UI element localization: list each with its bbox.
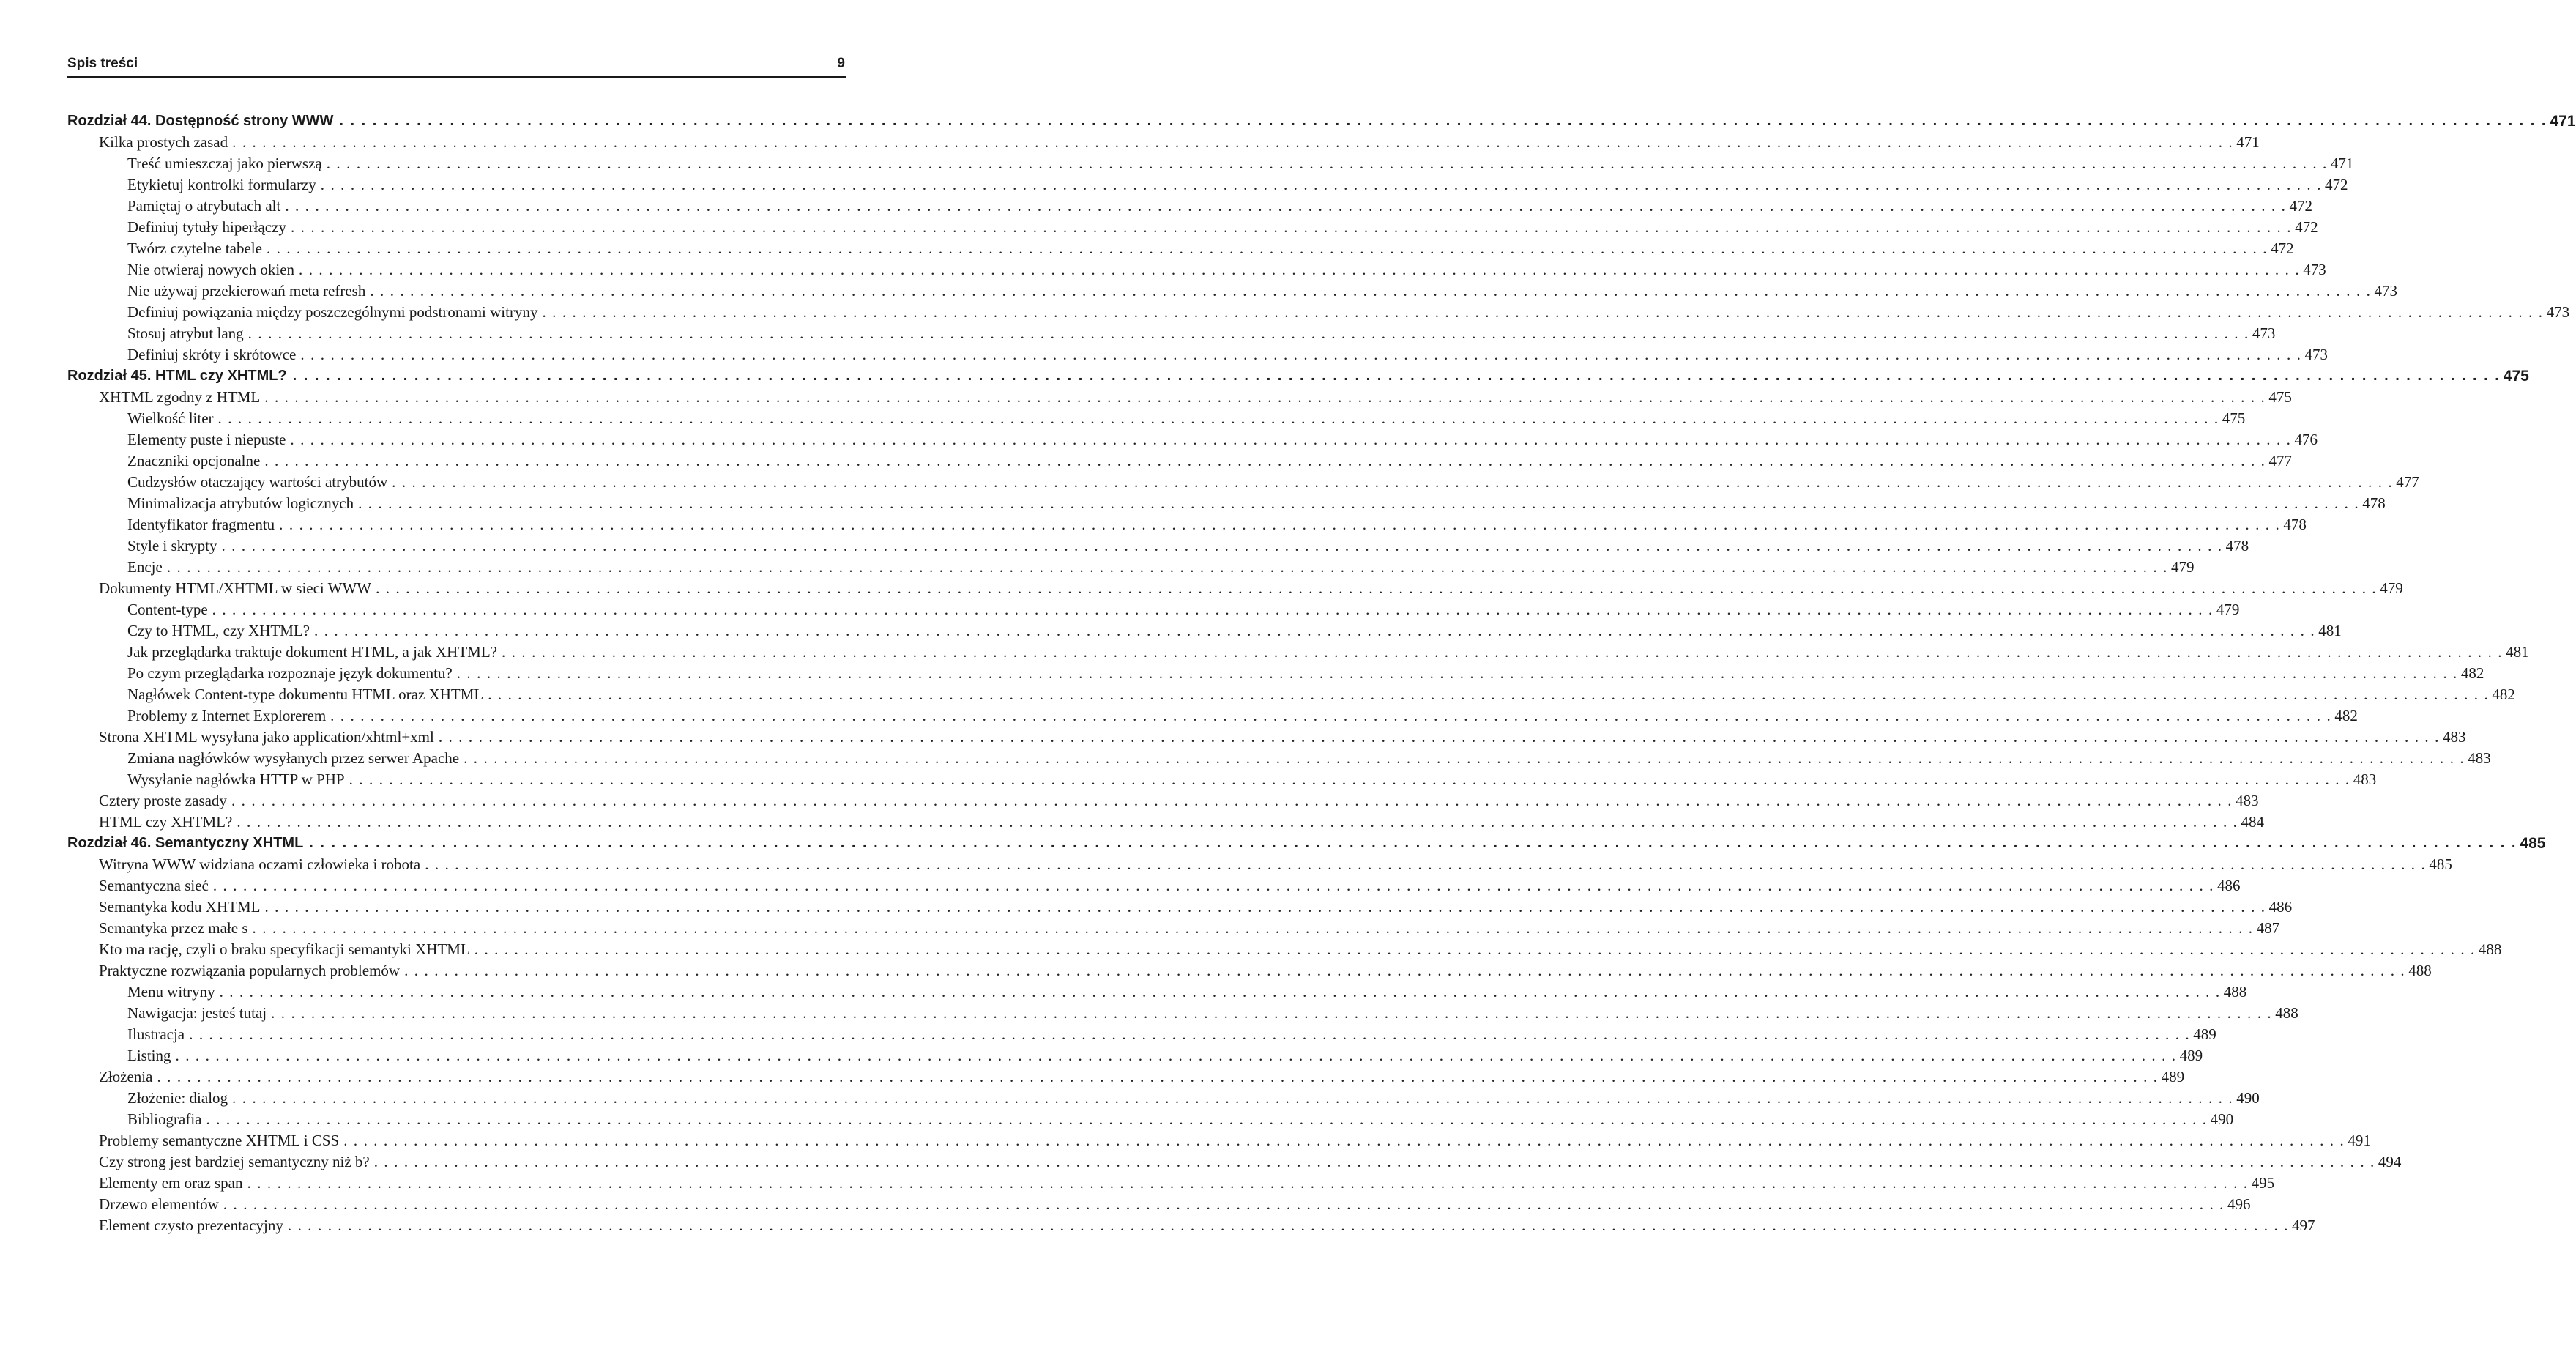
toc-entry-title: Semantyczna sieć [99, 877, 209, 894]
toc-entry-page: 484 [2241, 813, 2264, 831]
toc-entry [67, 620, 2342, 642]
toc-entry [67, 153, 2354, 174]
dot-leader: . . . . . . . . . . . . . . . . . . . . . . . . . . . . . . . . . . . . . . . . . . . . . . . . . . . . . . . . . . . . . . . . . . . . . . . . . . . . . . . . . . . . . . . . . . . . . . . . . . . . . . . . . . . . . . . . . . . . . . . . . . . . . . . . . . . . . . . . . . . . . . . . . . . . . . . . . . . . . . . . . . . . . . . . . . . . . . . . . . . . . . . . . . . . . . . . . . . . . . . . [370, 282, 2372, 300]
toc-entry-page: 485 [2520, 835, 2546, 852]
toc-entry [67, 196, 2312, 217]
toc-entry-page: 471 [2236, 133, 2260, 151]
toc-entry [67, 217, 2318, 238]
toc-entry-title: HTML czy XHTML? [99, 813, 233, 831]
toc-entry-page: 478 [2283, 516, 2307, 533]
toc-entry [67, 1024, 2216, 1045]
toc-entry-title: Problemy semantyczne XHTML i CSS [99, 1132, 340, 1149]
toc-entry [67, 960, 2432, 981]
toc-entry-page: 478 [2225, 537, 2249, 554]
dot-leader: . . . . . . . . . . . . . . . . . . . . . . . . . . . . . . . . . . . . . . . . . . . . . . . . . . . . . . . . . . . . . . . . . . . . . . . . . . . . . . . . . . . . . . . . . . . . . . . . . . . . . . . . . . . . . . . . . . . . . . . . . . . . . . . . . . . . . . . . . . . . . . . . . . . . . . . . . . . . . . . . . . . . . . . . . . . . . . . . . . . . . . . . . . . . . . . . . . . . . . . . [292, 368, 2501, 384]
dot-leader: . . . . . . . . . . . . . . . . . . . . . . . . . . . . . . . . . . . . . . . . . . . . . . . . . . . . . . . . . . . . . . . . . . . . . . . . . . . . . . . . . . . . . . . . . . . . . . . . . . . . . . . . . . . . . . . . . . . . . . . . . . . . . . . . . . . . . . . . . . . . . . . . . . . . . . . . . . . . . . . . . . . . . . . . . . . . . . . . . . . . . . . . . . . . . . . . . . . . . . . . [247, 1174, 2249, 1192]
toc-entry-title: Elementy puste i niepuste [127, 431, 286, 448]
dot-leader: . . . . . . . . . . . . . . . . . . . . . . . . . . . . . . . . . . . . . . . . . . . . . . . . . . . . . . . . . . . . . . . . . . . . . . . . . . . . . . . . . . . . . . . . . . . . . . . . . . . . . . . . . . . . . . . . . . . . . . . . . . . . . . . . . . . . . . . . . . . . . . . . . . . . . . . . . . . . . . . . . . . . . . . . . . . . . . . . . . . . . . . . . . . . . . . . . . . . . . . . [438, 728, 2440, 746]
toc-entry-page: 477 [2396, 473, 2419, 491]
toc-entry [67, 408, 2246, 429]
toc-entry [67, 259, 2326, 281]
toc-entry-title: Content-type [127, 601, 208, 618]
toc-entry-page: 479 [2170, 558, 2195, 576]
toc-entry-title: Złożenie: dialog [127, 1089, 228, 1107]
toc-entry-title: Etykietuj kontrolki formularzy [127, 176, 316, 193]
toc-entry [67, 514, 2307, 535]
toc-entry-title: Definiuj powiązania między poszczególnymi podstronami witryny [127, 303, 538, 321]
dot-leader: . . . . . . . . . . . . . . . . . . . . . . . . . . . . . . . . . . . . . . . . . . . . . . . . . . . . . . . . . . . . . . . . . . . . . . . . . . . . . . . . . . . . . . . . . . . . . . . . . . . . . . . . . . . . . . . . . . . . . . . . . . . . . . . . . . . . . . . . . . . . . . . . . . . . . . . . . . . . . . . . . . . . . . . . . . . . . . . . . . . . . . . . . . . . . . . . . . . . . . . . [373, 1153, 2375, 1170]
header-page-number: 9 [837, 56, 845, 71]
toc-entry-title: Definiuj tytuły hiperłączy [127, 218, 286, 236]
dot-leader: . . . . . . . . . . . . . . . . . . . . . . . . . . . . . . . . . . . . . . . . . . . . . . . . . . . . . . . . . . . . . . . . . . . . . . . . . . . . . . . . . . . . . . . . . . . . . . . . . . . . . . . . . . . . . . . . . . . . . . . . . . . . . . . . . . . . . . . . . . . . . . . . . . . . . . . . . . . . . . . . . . . . . . . . . . . . . . . . . . . . . . . . . . . . . . . . . . . . . . . . [264, 452, 2266, 469]
toc-entry [67, 1066, 2185, 1088]
toc-entry-title: Menu witryny [127, 983, 215, 1001]
header-title: Spis treści [67, 56, 138, 71]
dot-leader: . . . . . . . . . . . . . . . . . . . . . . . . . . . . . . . . . . . . . . . . . . . . . . . . . . . . . . . . . . . . . . . . . . . . . . . . . . . . . . . . . . . . . . . . . . . . . . . . . . . . . . . . . . . . . . . . . . . . . . . . . . . . . . . . . . . . . . . . . . . . . . . . . . . . . . . . . . . . . . . . . . . . . . . . . . . . . . . . . . . . . . . . . . . . . . . . . . . . . . . . [425, 855, 2427, 873]
toc-entry-page: 472 [2295, 218, 2318, 236]
toc-entry-page: 475 [2503, 368, 2529, 385]
toc-entry [67, 302, 2570, 323]
toc-entry-page: 477 [2268, 452, 2292, 469]
dot-leader: . . . . . . . . . . . . . . . . . . . . . . . . . . . . . . . . . . . . . . . . . . . . . . . . . . . . . . . . . . . . . . . . . . . . . . . . . . . . . . . . . . . . . . . . . . . . . . . . . . . . . . . . . . . . . . . . . . . . . . . . . . . . . . . . . . . . . . . . . . . . . . . . . . . . . . . . . . . . . . . . . . . . . . . . . . . . . . . . . . . . . . . . . . . . . . . . . . . . . . . . [175, 1047, 2177, 1064]
toc-entry-page: 488 [2478, 940, 2502, 958]
dot-leader: . . . . . . . . . . . . . . . . . . . . . . . . . . . . . . . . . . . . . . . . . . . . . . . . . . . . . . . . . . . . . . . . . . . . . . . . . . . . . . . . . . . . . . . . . . . . . . . . . . . . . . . . . . . . . . . . . . . . . . . . . . . . . . . . . . . . . . . . . . . . . . . . . . . . . . . . . . . . . . . . . . . . . . . . . . . . . . . . . . . . . . . . . . . . . . . . . . . . . . . . [349, 771, 2350, 788]
dot-leader: . . . . . . . . . . . . . . . . . . . . . . . . . . . . . . . . . . . . . . . . . . . . . . . . . . . . . . . . . . . . . . . . . . . . . . . . . . . . . . . . . . . . . . . . . . . . . . . . . . . . . . . . . . . . . . . . . . . . . . . . . . . . . . . . . . . . . . . . . . . . . . . . . . . . . . . . . . . . . . . . . . . . . . . . . . . . . . . . . . . . . . . . . . . . . . . . . . . . . . . . [232, 133, 2234, 151]
dot-leader: . . . . . . . . . . . . . . . . . . . . . . . . . . . . . . . . . . . . . . . . . . . . . . . . . . . . . . . . . . . . . . . . . . . . . . . . . . . . . . . . . . . . . . . . . . . . . . . . . . . . . . . . . . . . . . . . . . . . . . . . . . . . . . . . . . . . . . . . . . . . . . . . . . . . . . . . . . . . . . . . . . . . . . . . . . . . . . . . . . . . . . . . . . . . . . . . . . . . . . . . [219, 983, 2221, 1001]
toc-entry-page: 483 [2468, 749, 2491, 767]
toc-entry-page: 479 [2380, 579, 2403, 597]
toc-entry-page: 489 [2179, 1047, 2203, 1064]
dot-leader: . . . . . . . . . . . . . . . . . . . . . . . . . . . . . . . . . . . . . . . . . . . . . . . . . . . . . . . . . . . . . . . . . . . . . . . . . . . . . . . . . . . . . . . . . . . . . . . . . . . . . . . . . . . . . . . . . . . . . . . . . . . . . . . . . . . . . . . . . . . . . . . . . . . . . . . . . . . . . . . . . . . . . . . . . . . . . . . . . . . . . . . . . . . . . . . . . . . . . . . . [266, 240, 2268, 257]
dot-leader: . . . . . . . . . . . . . . . . . . . . . . . . . . . . . . . . . . . . . . . . . . . . . . . . . . . . . . . . . . . . . . . . . . . . . . . . . . . . . . . . . . . . . . . . . . . . . . . . . . . . . . . . . . . . . . . . . . . . . . . . . . . . . . . . . . . . . . . . . . . . . . . . . . . . . . . . . . . . . . . . . . . . . . . . . . . . . . . . . . . . . . . . . . . . . . . . . . . . . . . . [404, 962, 2406, 979]
dot-leader: . . . . . . . . . . . . . . . . . . . . . . . . . . . . . . . . . . . . . . . . . . . . . . . . . . . . . . . . . . . . . . . . . . . . . . . . . . . . . . . . . . . . . . . . . . . . . . . . . . . . . . . . . . . . . . . . . . . . . . . . . . . . . . . . . . . . . . . . . . . . . . . . . . . . . . . . . . . . . . . . . . . . . . . . . . . . . . . . . . . . . . . . . . . . . . . . . . . . . . . . [464, 749, 2465, 767]
dot-leader: . . . . . . . . . . . . . . . . . . . . . . . . . . . . . . . . . . . . . . . . . . . . . . . . . . . . . . . . . . . . . . . . . . . . . . . . . . . . . . . . . . . . . . . . . . . . . . . . . . . . . . . . . . . . . . . . . . . . . . . . . . . . . . . . . . . . . . . . . . . . . . . . . . . . . . . . . . . . . . . . . . . . . . . . . . . . . . . . . . . . . . . . . . . . . . . . . . . . . . . . [221, 537, 2223, 554]
toc-entry [67, 472, 2419, 493]
dot-leader: . . . . . . . . . . . . . . . . . . . . . . . . . . . . . . . . . . . . . . . . . . . . . . . . . . . . . . . . . . . . . . . . . . . . . . . . . . . . . . . . . . . . . . . . . . . . . . . . . . . . . . . . . . . . . . . . . . . . . . . . . . . . . . . . . . . . . . . . . . . . . . . . . . . . . . . . . . . . . . . . . . . . . . . . . . . . . . . . . . . . . . . . . . . . . . . . . . . . . . . . [212, 877, 2215, 894]
toc-entry-title: Zmiana nagłówków wysyłanych przez serwer Apache [127, 749, 460, 767]
toc-entry-page: 482 [2334, 707, 2358, 724]
toc-entry-title: Nie używaj przekierowań meta refresh [127, 282, 366, 300]
dot-leader: . . . . . . . . . . . . . . . . . . . . . . . . . . . . . . . . . . . . . . . . . . . . . . . . . . . . . . . . . . . . . . . . . . . . . . . . . . . . . . . . . . . . . . . . . . . . . . . . . . . . . . . . . . . . . . . . . . . . . . . . . . . . . . . . . . . . . . . . . . . . . . . . . . . . . . . . . . . . . . . . . . . . . . . . . . . . . . . . . . . . . . . . . . . . . . . . . . . . . . . . [287, 1217, 2290, 1234]
toc-entry-title: Strona XHTML wysyłana jako application/xhtml+xml [99, 728, 434, 746]
toc-entry-page: 475 [2268, 388, 2292, 406]
toc-entry-title: XHTML zgodny z HTML [99, 388, 261, 406]
dot-leader: . . . . . . . . . . . . . . . . . . . . . . . . . . . . . . . . . . . . . . . . . . . . . . . . . . . . . . . . . . . . . . . . . . . . . . . . . . . . . . . . . . . . . . . . . . . . . . . . . . . . . . . . . . . . . . . . . . . . . . . . . . . . . . . . . . . . . . . . . . . . . . . . . . . . . . . . . . . . . . . . . . . . . . . . . . . . . . . . . . . . . . . . . . . . . . . . . . . . . . . . [392, 473, 2394, 491]
toc-entry-title: Element czysto prezentacyjny [99, 1217, 283, 1234]
toc-entry [67, 684, 2515, 705]
toc-entry [67, 1088, 2260, 1109]
toc-entry-page: 488 [2275, 1004, 2298, 1022]
toc-entry [67, 132, 2260, 153]
toc-entry-title: Stosuj atrybut lang [127, 324, 244, 342]
toc-entry-title: Semantyka kodu XHTML [99, 898, 261, 916]
toc-entry [67, 769, 2377, 790]
table-of-contents [67, 111, 2576, 1236]
toc-entry-title: Nagłówek Content-type dokumentu HTML oraz XHTML [127, 686, 484, 703]
toc-entry [67, 344, 2329, 365]
toc-entry [67, 323, 2276, 344]
toc-entry-title: Twórz czytelne tabele [127, 240, 262, 257]
dot-leader: . . . . . . . . . . . . . . . . . . . . . . . . . . . . . . . . . . . . . . . . . . . . . . . . . . . . . . . . . . . . . . . . . . . . . . . . . . . . . . . . . . . . . . . . . . . . . . . . . . . . . . . . . . . . . . . . . . . . . . . . . . . . . . . . . . . . . . . . . . . . . . . . . . . . . . . . . . . . . . . . . . . . . . . . . . . . . . . . . . . . . . . . . . . . . . . . . . . . . . . . [343, 1132, 2345, 1149]
toc-entry [67, 705, 2358, 727]
dot-leader: . . . . . . . . . . . . . . . . . . . . . . . . . . . . . . . . . . . . . . . . . . . . . . . . . . . . . . . . . . . . . . . . . . . . . . . . . . . . . . . . . . . . . . . . . . . . . . . . . . . . . . . . . . . . . . . . . . . . . . . . . . . . . . . . . . . . . . . . . . . . . . . . . . . . . . . . . . . . . . . . . . . . . . . . . . . . . . . . . . . . . . . . . . . . . . . . . . . . . . . . [279, 516, 2281, 533]
toc-entry [67, 1194, 2251, 1215]
toc-entry [67, 790, 2259, 812]
toc-entry-title: Definiuj skróty i skrótowce [127, 346, 297, 363]
toc-entry-title: Złożenia [99, 1068, 153, 1085]
toc-entry-title: Praktyczne rozwiązania popularnych problemów [99, 962, 401, 979]
dot-leader: . . . . . . . . . . . . . . . . . . . . . . . . . . . . . . . . . . . . . . . . . . . . . . . . . . . . . . . . . . . . . . . . . . . . . . . . . . . . . . . . . . . . . . . . . . . . . . . . . . . . . . . . . . . . . . . . . . . . . . . . . . . . . . . . . . . . . . . . . . . . . . . . . . . . . . . . . . . . . . . . . . . . . . . . . . . . . . . . . . . . . . . . . . . . . . . . . . . . . . . . [300, 346, 2302, 363]
toc-entry [67, 387, 2292, 408]
toc-entry-page: 496 [2227, 1195, 2251, 1213]
toc-entry-page: 494 [2378, 1153, 2402, 1170]
toc-entry-page: 488 [2223, 983, 2247, 1001]
toc-entry-title: Identyfikator fragmentu [127, 516, 275, 533]
dot-leader: . . . . . . . . . . . . . . . . . . . . . . . . . . . . . . . . . . . . . . . . . . . . . . . . . . . . . . . . . . . . . . . . . . . . . . . . . . . . . . . . . . . . . . . . . . . . . . . . . . . . . . . . . . . . . . . . . . . . . . . . . . . . . . . . . . . . . . . . . . . . . . . . . . . . . . . . . . . . . . . . . . . . . . . . . . . . . . . . . . . . . . . . . . . . . . . . . . . . . . . . [212, 601, 2214, 618]
toc-entry-title: Czy strong jest bardziej semantyczny niż b? [99, 1153, 370, 1170]
dot-leader: . . . . . . . . . . . . . . . . . . . . . . . . . . . . . . . . . . . . . . . . . . . . . . . . . . . . . . . . . . . . . . . . . . . . . . . . . . . . . . . . . . . . . . . . . . . . . . . . . . . . . . . . . . . . . . . . . . . . . . . . . . . . . . . . . . . . . . . . . . . . . . . . . . . . . . . . . . . . . . . . . . . . . . . . . . . . . . . . . . . . . . . . . . . . . . . . . . . . . . . . [232, 1089, 2234, 1107]
toc-entry-title: Semantyka przez małe s [99, 919, 248, 937]
toc-entry-page: 482 [2460, 664, 2484, 682]
dot-leader: . . . . . . . . . . . . . . . . . . . . . . . . . . . . . . . . . . . . . . . . . . . . . . . . . . . . . . . . . . . . . . . . . . . . . . . . . . . . . . . . . . . . . . . . . . . . . . . . . . . . . . . . . . . . . . . . . . . . . . . . . . . . . . . . . . . . . . . . . . . . . . . . . . . . . . . . . . . . . . . . . . . . . . . . . . . . . . . . . . . . . . . . . . . . . . . . . . . . . . . . [502, 643, 2504, 661]
toc-entry-page: 479 [2216, 601, 2240, 618]
toc-entry [67, 1003, 2298, 1024]
toc-entry-title: Listing [127, 1047, 171, 1064]
toc-entry-title: Minimalizacja atrybutów logicznych [127, 494, 354, 512]
toc-entry-page: 473 [2252, 324, 2276, 342]
toc-entry [67, 875, 2241, 896]
toc-chapter-entry [67, 365, 2529, 387]
toc-entry [67, 599, 2240, 620]
toc-entry [67, 939, 2502, 960]
toc-entry [67, 663, 2484, 684]
toc-entry-page: 471 [2550, 113, 2576, 130]
toc-entry [67, 450, 2292, 472]
toc-entry-title: Kilka prostych zasad [99, 133, 228, 151]
dot-leader: . . . . . . . . . . . . . . . . . . . . . . . . . . . . . . . . . . . . . . . . . . . . . . . . . . . . . . . . . . . . . . . . . . . . . . . . . . . . . . . . . . . . . . . . . . . . . . . . . . . . . . . . . . . . . . . . . . . . . . . . . . . . . . . . . . . . . . . . . . . . . . . . . . . . . . . . . . . . . . . . . . . . . . . . . . . . . . . . . . . . . . . . . . . . . . . . . . . . . . . . [247, 324, 2249, 342]
toc-entry-page: 475 [2222, 409, 2246, 427]
toc-entry [67, 281, 2397, 302]
toc-entry-title: Cztery proste zasady [99, 792, 227, 809]
dot-leader: . . . . . . . . . . . . . . . . . . . . . . . . . . . . . . . . . . . . . . . . . . . . . . . . . . . . . . . . . . . . . . . . . . . . . . . . . . . . . . . . . . . . . . . . . . . . . . . . . . . . . . . . . . . . . . . . . . . . . . . . . . . . . . . . . . . . . . . . . . . . . . . . . . . . . . . . . . . . . . . . . . . . . . . . . . . . . . . . . . . . . . . . . . . . . . . . . . . . . . . . [252, 919, 2254, 937]
toc-entry-page: 472 [2324, 176, 2348, 193]
toc-entry-page: 483 [2236, 792, 2259, 809]
toc-entry [67, 812, 2264, 833]
dot-leader: . . . . . . . . . . . . . . . . . . . . . . . . . . . . . . . . . . . . . . . . . . . . . . . . . . . . . . . . . . . . . . . . . . . . . . . . . . . . . . . . . . . . . . . . . . . . . . . . . . . . . . . . . . . . . . . . . . . . . . . . . . . . . . . . . . . . . . . . . . . . . . . . . . . . . . . . . . . . . . . . . . . . . . . . . . . . . . . . . . . . . . . . . . . . . . . . . . . . . . . . [339, 113, 2547, 129]
toc-entry-page: 491 [2348, 1132, 2371, 1149]
dot-leader: . . . . . . . . . . . . . . . . . . . . . . . . . . . . . . . . . . . . . . . . . . . . . . . . . . . . . . . . . . . . . . . . . . . . . . . . . . . . . . . . . . . . . . . . . . . . . . . . . . . . . . . . . . . . . . . . . . . . . . . . . . . . . . . . . . . . . . . . . . . . . . . . . . . . . . . . . . . . . . . . . . . . . . . . . . . . . . . . . . . . . . . . . . . . . . . . . . . . . . . . [299, 261, 2301, 278]
dot-leader: . . . . . . . . . . . . . . . . . . . . . . . . . . . . . . . . . . . . . . . . . . . . . . . . . . . . . . . . . . . . . . . . . . . . . . . . . . . . . . . . . . . . . . . . . . . . . . . . . . . . . . . . . . . . . . . . . . . . . . . . . . . . . . . . . . . . . . . . . . . . . . . . . . . . . . . . . . . . . . . . . . . . . . . . . . . . . . . . . . . . . . . . . . . . . . . . . . . . . . . . [309, 835, 2517, 851]
toc-entry-title: Znaczniki opcjonalne [127, 452, 261, 469]
dot-leader: . . . . . . . . . . . . . . . . . . . . . . . . . . . . . . . . . . . . . . . . . . . . . . . . . . . . . . . . . . . . . . . . . . . . . . . . . . . . . . . . . . . . . . . . . . . . . . . . . . . . . . . . . . . . . . . . . . . . . . . . . . . . . . . . . . . . . . . . . . . . . . . . . . . . . . . . . . . . . . . . . . . . . . . . . . . . . . . . . . . . . . . . . . . . . . . . . . . . . . . . [231, 792, 2233, 809]
toc-entry-title: Rozdział 44. Dostępność strony WWW [67, 113, 334, 129]
dot-leader: . . . . . . . . . . . . . . . . . . . . . . . . . . . . . . . . . . . . . . . . . . . . . . . . . . . . . . . . . . . . . . . . . . . . . . . . . . . . . . . . . . . . . . . . . . . . . . . . . . . . . . . . . . . . . . . . . . . . . . . . . . . . . . . . . . . . . . . . . . . . . . . . . . . . . . . . . . . . . . . . . . . . . . . . . . . . . . . . . . . . . . . . . . . . . . . . . . . . . . . . [157, 1068, 2159, 1085]
toc-entry [67, 174, 2348, 196]
toc-entry-title: Czy to HTML, czy XHTML? [127, 622, 310, 639]
dot-leader: . . . . . . . . . . . . . . . . . . . . . . . . . . . . . . . . . . . . . . . . . . . . . . . . . . . . . . . . . . . . . . . . . . . . . . . . . . . . . . . . . . . . . . . . . . . . . . . . . . . . . . . . . . . . . . . . . . . . . . . . . . . . . . . . . . . . . . . . . . . . . . . . . . . . . . . . . . . . . . . . . . . . . . . . . . . . . . . . . . . . . . . . . . . . . . . . . . . . . . . . [271, 1004, 2273, 1022]
toc-entry-page: 473 [2546, 303, 2570, 321]
dot-leader: . . . . . . . . . . . . . . . . . . . . . . . . . . . . . . . . . . . . . . . . . . . . . . . . . . . . . . . . . . . . . . . . . . . . . . . . . . . . . . . . . . . . . . . . . . . . . . . . . . . . . . . . . . . . . . . . . . . . . . . . . . . . . . . . . . . . . . . . . . . . . . . . . . . . . . . . . . . . . . . . . . . . . . . . . . . . . . . . . . . . . . . . . . . . . . . . . . . . . . . . [223, 1195, 2225, 1213]
dot-leader: . . . . . . . . . . . . . . . . . . . . . . . . . . . . . . . . . . . . . . . . . . . . . . . . . . . . . . . . . . . . . . . . . . . . . . . . . . . . . . . . . . . . . . . . . . . . . . . . . . . . . . . . . . . . . . . . . . . . . . . . . . . . . . . . . . . . . . . . . . . . . . . . . . . . . . . . . . . . . . . . . . . . . . . . . . . . . . . . . . . . . . . . . . . . . . . . . . . . . . . . [376, 579, 2378, 597]
toc-entry-page: 473 [2304, 346, 2329, 363]
dot-leader: . . . . . . . . . . . . . . . . . . . . . . . . . . . . . . . . . . . . . . . . . . . . . . . . . . . . . . . . . . . . . . . . . . . . . . . . . . . . . . . . . . . . . . . . . . . . . . . . . . . . . . . . . . . . . . . . . . . . . . . . . . . . . . . . . . . . . . . . . . . . . . . . . . . . . . . . . . . . . . . . . . . . . . . . . . . . . . . . . . . . . . . . . . . . . . . . . . . . . . . . [314, 622, 2316, 639]
toc-entry [67, 578, 2403, 599]
toc-entry-page: 481 [2506, 643, 2529, 661]
toc-entry-title: Elementy em oraz span [99, 1174, 243, 1192]
toc-entry-page: 489 [2161, 1068, 2185, 1085]
dot-leader: . . . . . . . . . . . . . . . . . . . . . . . . . . . . . . . . . . . . . . . . . . . . . . . . . . . . . . . . . . . . . . . . . . . . . . . . . . . . . . . . . . . . . . . . . . . . . . . . . . . . . . . . . . . . . . . . . . . . . . . . . . . . . . . . . . . . . . . . . . . . . . . . . . . . . . . . . . . . . . . . . . . . . . . . . . . . . . . . . . . . . . . . . . . . . . . . . . . . . . . . [488, 686, 2490, 703]
toc-entry-title: Nawigacja: jesteś tutaj [127, 1004, 267, 1022]
toc-entry-page: 497 [2292, 1217, 2315, 1234]
toc-entry [67, 1173, 2275, 1194]
toc-entry-title: Dokumenty HTML/XHTML w sieci WWW [99, 579, 372, 597]
toc-entry-page: 485 [2429, 855, 2452, 873]
header-rule [67, 76, 846, 78]
toc-entry [67, 493, 2386, 514]
toc-entry [67, 1215, 2315, 1236]
toc-entry [67, 918, 2280, 939]
toc-entry-page: 490 [2210, 1110, 2234, 1128]
dot-leader: . . . . . . . . . . . . . . . . . . . . . . . . . . . . . . . . . . . . . . . . . . . . . . . . . . . . . . . . . . . . . . . . . . . . . . . . . . . . . . . . . . . . . . . . . . . . . . . . . . . . . . . . . . . . . . . . . . . . . . . . . . . . . . . . . . . . . . . . . . . . . . . . . . . . . . . . . . . . . . . . . . . . . . . . . . . . . . . . . . . . . . . . . . . . . . . . . . . . . . . . [217, 409, 2219, 427]
dot-leader: . . . . . . . . . . . . . . . . . . . . . . . . . . . . . . . . . . . . . . . . . . . . . . . . . . . . . . . . . . . . . . . . . . . . . . . . . . . . . . . . . . . . . . . . . . . . . . . . . . . . . . . . . . . . . . . . . . . . . . . . . . . . . . . . . . . . . . . . . . . . . . . . . . . . . . . . . . . . . . . . . . . . . . . . . . . . . . . . . . . . . . . . . . . . . . . . . . . . . . . . [456, 664, 2458, 682]
dot-leader: . . . . . . . . . . . . . . . . . . . . . . . . . . . . . . . . . . . . . . . . . . . . . . . . . . . . . . . . . . . . . . . . . . . . . . . . . . . . . . . . . . . . . . . . . . . . . . . . . . . . . . . . . . . . . . . . . . . . . . . . . . . . . . . . . . . . . . . . . . . . . . . . . . . . . . . . . . . . . . . . . . . . . . . . . . . . . . . . . . . . . . . . . . . . . . . . . . . . . . . . [320, 176, 2322, 193]
toc-entry-title: Ilustracja [127, 1025, 185, 1043]
toc-entry-page: 473 [2374, 282, 2397, 300]
toc-entry-page: 472 [2289, 197, 2312, 215]
toc-entry-title: Po czym przeglądarka rozpoznaje język dokumentu? [127, 664, 453, 682]
toc-entry [67, 429, 2318, 450]
toc-entry-page: 486 [2217, 877, 2241, 894]
toc-entry-title: Pamiętaj o atrybutach alt [127, 197, 281, 215]
toc-entry-page: 473 [2303, 261, 2326, 278]
dot-leader: . . . . . . . . . . . . . . . . . . . . . . . . . . . . . . . . . . . . . . . . . . . . . . . . . . . . . . . . . . . . . . . . . . . . . . . . . . . . . . . . . . . . . . . . . . . . . . . . . . . . . . . . . . . . . . . . . . . . . . . . . . . . . . . . . . . . . . . . . . . . . . . . . . . . . . . . . . . . . . . . . . . . . . . . . . . . . . . . . . . . . . . . . . . . . . . . . . . . . . . . [290, 431, 2292, 448]
toc-entry [67, 727, 2466, 748]
toc-entry-title: Wielkość liter [127, 409, 214, 427]
running-header [67, 56, 846, 76]
dot-leader: . . . . . . . . . . . . . . . . . . . . . . . . . . . . . . . . . . . . . . . . . . . . . . . . . . . . . . . . . . . . . . . . . . . . . . . . . . . . . . . . . . . . . . . . . . . . . . . . . . . . . . . . . . . . . . . . . . . . . . . . . . . . . . . . . . . . . . . . . . . . . . . . . . . . . . . . . . . . . . . . . . . . . . . . . . . . . . . . . . . . . . . . . . . . . . . . . . . . . . . . [290, 218, 2293, 236]
toc-entry [67, 1109, 2234, 1130]
toc-entry-page: 495 [2251, 1174, 2275, 1192]
toc-entry [67, 557, 2195, 578]
toc-entry-title: Jak przeglądarka traktuje dokument HTML, a jak XHTML? [127, 643, 497, 661]
toc-entry-page: 476 [2294, 431, 2318, 448]
toc-entry-page: 478 [2362, 494, 2386, 512]
toc-entry-title: Wysyłanie nagłówka HTTP w PHP [127, 771, 345, 788]
toc-entry [67, 1130, 2371, 1151]
toc-entry-title: Encje [127, 558, 163, 576]
dot-leader: . . . . . . . . . . . . . . . . . . . . . . . . . . . . . . . . . . . . . . . . . . . . . . . . . . . . . . . . . . . . . . . . . . . . . . . . . . . . . . . . . . . . . . . . . . . . . . . . . . . . . . . . . . . . . . . . . . . . . . . . . . . . . . . . . . . . . . . . . . . . . . . . . . . . . . . . . . . . . . . . . . . . . . . . . . . . . . . . . . . . . . . . . . . . . . . . . . . . . . . . [264, 898, 2266, 916]
dot-leader: . . . . . . . . . . . . . . . . . . . . . . . . . . . . . . . . . . . . . . . . . . . . . . . . . . . . . . . . . . . . . . . . . . . . . . . . . . . . . . . . . . . . . . . . . . . . . . . . . . . . . . . . . . . . . . . . . . . . . . . . . . . . . . . . . . . . . . . . . . . . . . . . . . . . . . . . . . . . . . . . . . . . . . . . . . . . . . . . . . . . . . . . . . . . . . . . . . . . . . . . [326, 155, 2328, 172]
dot-leader: . . . . . . . . . . . . . . . . . . . . . . . . . . . . . . . . . . . . . . . . . . . . . . . . . . . . . . . . . . . . . . . . . . . . . . . . . . . . . . . . . . . . . . . . . . . . . . . . . . . . . . . . . . . . . . . . . . . . . . . . . . . . . . . . . . . . . . . . . . . . . . . . . . . . . . . . . . . . . . . . . . . . . . . . . . . . . . . . . . . . . . . . . . . . . . . . . . . . . . . . [206, 1110, 2208, 1128]
toc-entry-page: 481 [2318, 622, 2342, 639]
dot-leader: . . . . . . . . . . . . . . . . . . . . . . . . . . . . . . . . . . . . . . . . . . . . . . . . . . . . . . . . . . . . . . . . . . . . . . . . . . . . . . . . . . . . . . . . . . . . . . . . . . . . . . . . . . . . . . . . . . . . . . . . . . . . . . . . . . . . . . . . . . . . . . . . . . . . . . . . . . . . . . . . . . . . . . . . . . . . . . . . . . . . . . . . . . . . . . . . . . . . . . . . [285, 197, 2287, 215]
dot-leader: . . . . . . . . . . . . . . . . . . . . . . . . . . . . . . . . . . . . . . . . . . . . . . . . . . . . . . . . . . . . . . . . . . . . . . . . . . . . . . . . . . . . . . . . . . . . . . . . . . . . . . . . . . . . . . . . . . . . . . . . . . . . . . . . . . . . . . . . . . . . . . . . . . . . . . . . . . . . . . . . . . . . . . . . . . . . . . . . . . . . . . . . . . . . . . . . . . . . . . . . [542, 303, 2544, 321]
toc-entry-title: Drzewo elementów [99, 1195, 219, 1213]
toc-entry-page: 472 [2271, 240, 2294, 257]
toc-entry-page: 482 [2492, 686, 2515, 703]
toc-entry [67, 896, 2293, 918]
toc-chapter-entry [67, 111, 2576, 132]
toc-entry [67, 535, 2249, 557]
toc-entry-title: Rozdział 45. HTML czy XHTML? [67, 368, 287, 384]
toc-chapter-entry [67, 833, 2546, 854]
toc-entry-title: Style i skrypty [127, 537, 217, 554]
toc-entry-title: Cudzysłów otaczający wartości atrybutów [127, 473, 388, 491]
toc-entry-title: Kto ma rację, czyli o braku specyfikacji semantyki XHTML [99, 940, 470, 958]
toc-entry-page: 486 [2268, 898, 2293, 916]
dot-leader: . . . . . . . . . . . . . . . . . . . . . . . . . . . . . . . . . . . . . . . . . . . . . . . . . . . . . . . . . . . . . . . . . . . . . . . . . . . . . . . . . . . . . . . . . . . . . . . . . . . . . . . . . . . . . . . . . . . . . . . . . . . . . . . . . . . . . . . . . . . . . . . . . . . . . . . . . . . . . . . . . . . . . . . . . . . . . . . . . . . . . . . . . . . . . . . . . . . . . . . . [189, 1025, 2191, 1043]
toc-entry-page: 483 [2442, 728, 2466, 746]
toc-entry-page: 471 [2330, 155, 2354, 172]
dot-leader: . . . . . . . . . . . . . . . . . . . . . . . . . . . . . . . . . . . . . . . . . . . . . . . . . . . . . . . . . . . . . . . . . . . . . . . . . . . . . . . . . . . . . . . . . . . . . . . . . . . . . . . . . . . . . . . . . . . . . . . . . . . . . . . . . . . . . . . . . . . . . . . . . . . . . . . . . . . . . . . . . . . . . . . . . . . . . . . . . . . . . . . . . . . . . . . . . . . . . . . . [237, 813, 2238, 831]
toc-entry-title: Witryna WWW widziana oczami człowieka i robota [99, 855, 421, 873]
toc-entry [67, 1151, 2402, 1173]
dot-leader: . . . . . . . . . . . . . . . . . . . . . . . . . . . . . . . . . . . . . . . . . . . . . . . . . . . . . . . . . . . . . . . . . . . . . . . . . . . . . . . . . . . . . . . . . . . . . . . . . . . . . . . . . . . . . . . . . . . . . . . . . . . . . . . . . . . . . . . . . . . . . . . . . . . . . . . . . . . . . . . . . . . . . . . . . . . . . . . . . . . . . . . . . . . . . . . . . . . . . . . . [474, 940, 2476, 958]
dot-leader: . . . . . . . . . . . . . . . . . . . . . . . . . . . . . . . . . . . . . . . . . . . . . . . . . . . . . . . . . . . . . . . . . . . . . . . . . . . . . . . . . . . . . . . . . . . . . . . . . . . . . . . . . . . . . . . . . . . . . . . . . . . . . . . . . . . . . . . . . . . . . . . . . . . . . . . . . . . . . . . . . . . . . . . . . . . . . . . . . . . . . . . . . . . . . . . . . . . . . . . . [358, 494, 2360, 512]
toc-entry-title: Nie otwieraj nowych okien [127, 261, 295, 278]
toc-entry-page: 489 [2193, 1025, 2216, 1043]
dot-leader: . . . . . . . . . . . . . . . . . . . . . . . . . . . . . . . . . . . . . . . . . . . . . . . . . . . . . . . . . . . . . . . . . . . . . . . . . . . . . . . . . . . . . . . . . . . . . . . . . . . . . . . . . . . . . . . . . . . . . . . . . . . . . . . . . . . . . . . . . . . . . . . . . . . . . . . . . . . . . . . . . . . . . . . . . . . . . . . . . . . . . . . . . . . . . . . . . . . . . . . . [264, 388, 2266, 406]
dot-leader: . . . . . . . . . . . . . . . . . . . . . . . . . . . . . . . . . . . . . . . . . . . . . . . . . . . . . . . . . . . . . . . . . . . . . . . . . . . . . . . . . . . . . . . . . . . . . . . . . . . . . . . . . . . . . . . . . . . . . . . . . . . . . . . . . . . . . . . . . . . . . . . . . . . . . . . . . . . . . . . . . . . . . . . . . . . . . . . . . . . . . . . . . . . . . . . . . . . . . . . . [330, 707, 2332, 724]
toc-entry-title: Problemy z Internet Explorerem [127, 707, 327, 724]
toc-entry [67, 748, 2491, 769]
toc-entry-page: 483 [2353, 771, 2377, 788]
toc-entry [67, 238, 2294, 259]
dot-leader: . . . . . . . . . . . . . . . . . . . . . . . . . . . . . . . . . . . . . . . . . . . . . . . . . . . . . . . . . . . . . . . . . . . . . . . . . . . . . . . . . . . . . . . . . . . . . . . . . . . . . . . . . . . . . . . . . . . . . . . . . . . . . . . . . . . . . . . . . . . . . . . . . . . . . . . . . . . . . . . . . . . . . . . . . . . . . . . . . . . . . . . . . . . . . . . . . . . . . . . . [166, 558, 2168, 576]
toc-entry [67, 1045, 2203, 1066]
toc-entry [67, 642, 2529, 663]
toc-entry-page: 488 [2408, 962, 2432, 979]
toc-entry-title: Rozdział 46. Semantyczny XHTML [67, 835, 304, 851]
toc-entry-page: 487 [2256, 919, 2280, 937]
toc-entry-page: 490 [2236, 1089, 2260, 1107]
toc-entry [67, 981, 2247, 1003]
toc-entry-title: Bibliografia [127, 1110, 202, 1128]
toc-entry-title: Treść umieszczaj jako pierwszą [127, 155, 322, 172]
toc-entry [67, 854, 2452, 875]
